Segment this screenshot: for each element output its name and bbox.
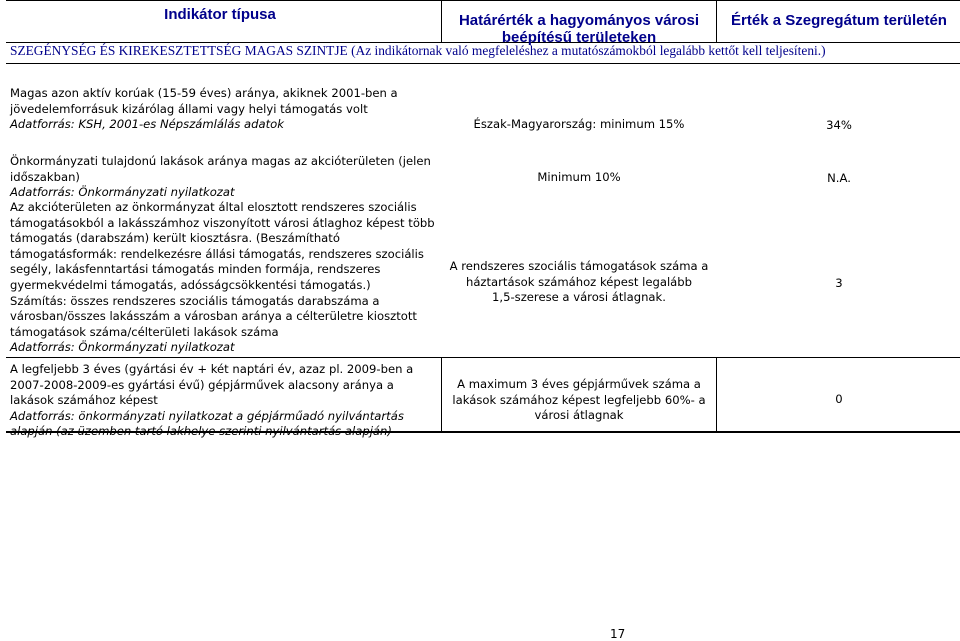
- row1-indicator: [10, 86, 440, 133]
- row3-threshold-line: A rendszeres szociális támogatások száma a: [449, 259, 709, 273]
- row4-threshold-line: A maximum 3 éves gépjárművek száma a: [457, 377, 701, 391]
- row4-line: lakások számához képest: [10, 393, 158, 408]
- row3-indicator: [10, 200, 440, 356]
- header-indicator-type: Indikátor típusa: [164, 6, 276, 23]
- row1-line: jövedelemforrásuk kizárólag állami vagy helyi támogatás volt: [10, 101, 368, 116]
- table-top-border: [6, 0, 960, 1]
- row2-threshold: Minimum 10%: [537, 170, 621, 184]
- row4-threshold-line: városi átlagnak: [534, 408, 624, 423]
- row3-line: támogatásformák: rendelkezésre állási támogatás, rendszeres szociális: [10, 246, 424, 261]
- row4-top-border: [6, 357, 960, 358]
- row1-line: Magas azon aktív korúak (15-59 éves) aránya, akiknek 2001-ben a: [10, 86, 398, 100]
- row4-source: alapján (az üzemben tartó lakhelye szerinti nyilvántartás alapján): [10, 424, 392, 439]
- row4-source: Adatforrás: önkormányzati nyilatkozat a gépjárműadó nyilvántartás: [10, 408, 404, 423]
- row3-line: támogatásokból a lakásszámhoz viszonyított városi átlaghoz képest több: [10, 215, 435, 230]
- col-divider-2-header: [716, 0, 717, 43]
- header-threshold-line1: Határérték a hagyományos városi: [458, 12, 700, 29]
- row3-threshold-line: háztartások számához képest legalább: [465, 274, 693, 289]
- row1-value: 34%: [826, 118, 852, 132]
- row3-line: támogatások száma/célterületi lakások száma: [10, 324, 279, 339]
- row2-value: N.A.: [827, 171, 851, 185]
- row4-indicator: [10, 362, 440, 440]
- row3-line: városban/összes lakásszám a városban aránya a célterületre kiosztott: [10, 309, 417, 324]
- row3-line: Az akcióterületen az önkormányzat által elosztott rendszeres szociális: [10, 200, 417, 214]
- page-number: 17: [610, 627, 626, 641]
- row1-source: Adatforrás: KSH, 2001-es Népszámlálás adatok: [10, 117, 284, 132]
- row2-line: Önkormányzati tulajdonú lakások aránya magas az akcióterületen (jelen: [10, 154, 431, 168]
- row3-line: segély, lakásfenntartási támogatás minden formája, rendszeres: [10, 262, 381, 277]
- row3-threshold: [442, 259, 716, 306]
- header-threshold: [442, 12, 716, 46]
- row3-threshold-line: 1,5-szerese a városi átlagnak.: [492, 290, 666, 305]
- row2-source: Adatforrás: Önkormányzati nyilatkozat: [10, 185, 235, 200]
- row4-threshold: [442, 377, 716, 424]
- row3-source: Adatforrás: Önkormányzati nyilatkozat: [10, 340, 235, 355]
- section-title: SZEGÉNYSÉG ÉS KIREKESZTETTSÉG MAGAS SZINTJE (Az indikátornak való megfeleléshez a mutatószámokból legalább kettőt kell teljesíteni.): [10, 43, 826, 58]
- row3-value: 3: [835, 276, 843, 290]
- col-divider-2-row4: [716, 357, 717, 433]
- row3-line: támogatás (darabszám) került kiosztásra. (Beszámítható: [10, 231, 340, 246]
- header-threshold-line2: beépítésű területeken: [501, 29, 657, 46]
- row3-line: Számítás: összes rendszeres szociális támogatás darabszáma a: [10, 293, 380, 308]
- section-bottom-border: [6, 63, 960, 64]
- row3-line: gyermekvédelmi támogatás, adósságcsökkentési támogatás.): [10, 277, 371, 292]
- header-value: Érték a Szegregátum területén: [731, 12, 947, 29]
- row4-line: 2007-2008-2009-es gyártási évű) gépjárművek alacsony aránya a: [10, 377, 394, 392]
- row4-value: 0: [835, 392, 843, 406]
- row2-indicator: [10, 154, 440, 201]
- row2-line: időszakban): [10, 169, 80, 184]
- row1-threshold: Észak-Magyarország: minimum 15%: [473, 117, 685, 131]
- row4-threshold-line: lakások számához képest legfeljebb 60%- a: [452, 392, 706, 407]
- row4-line: A legfeljebb 3 éves (gyártási év + két naptári év, azaz pl. 2009-ben a: [10, 362, 414, 376]
